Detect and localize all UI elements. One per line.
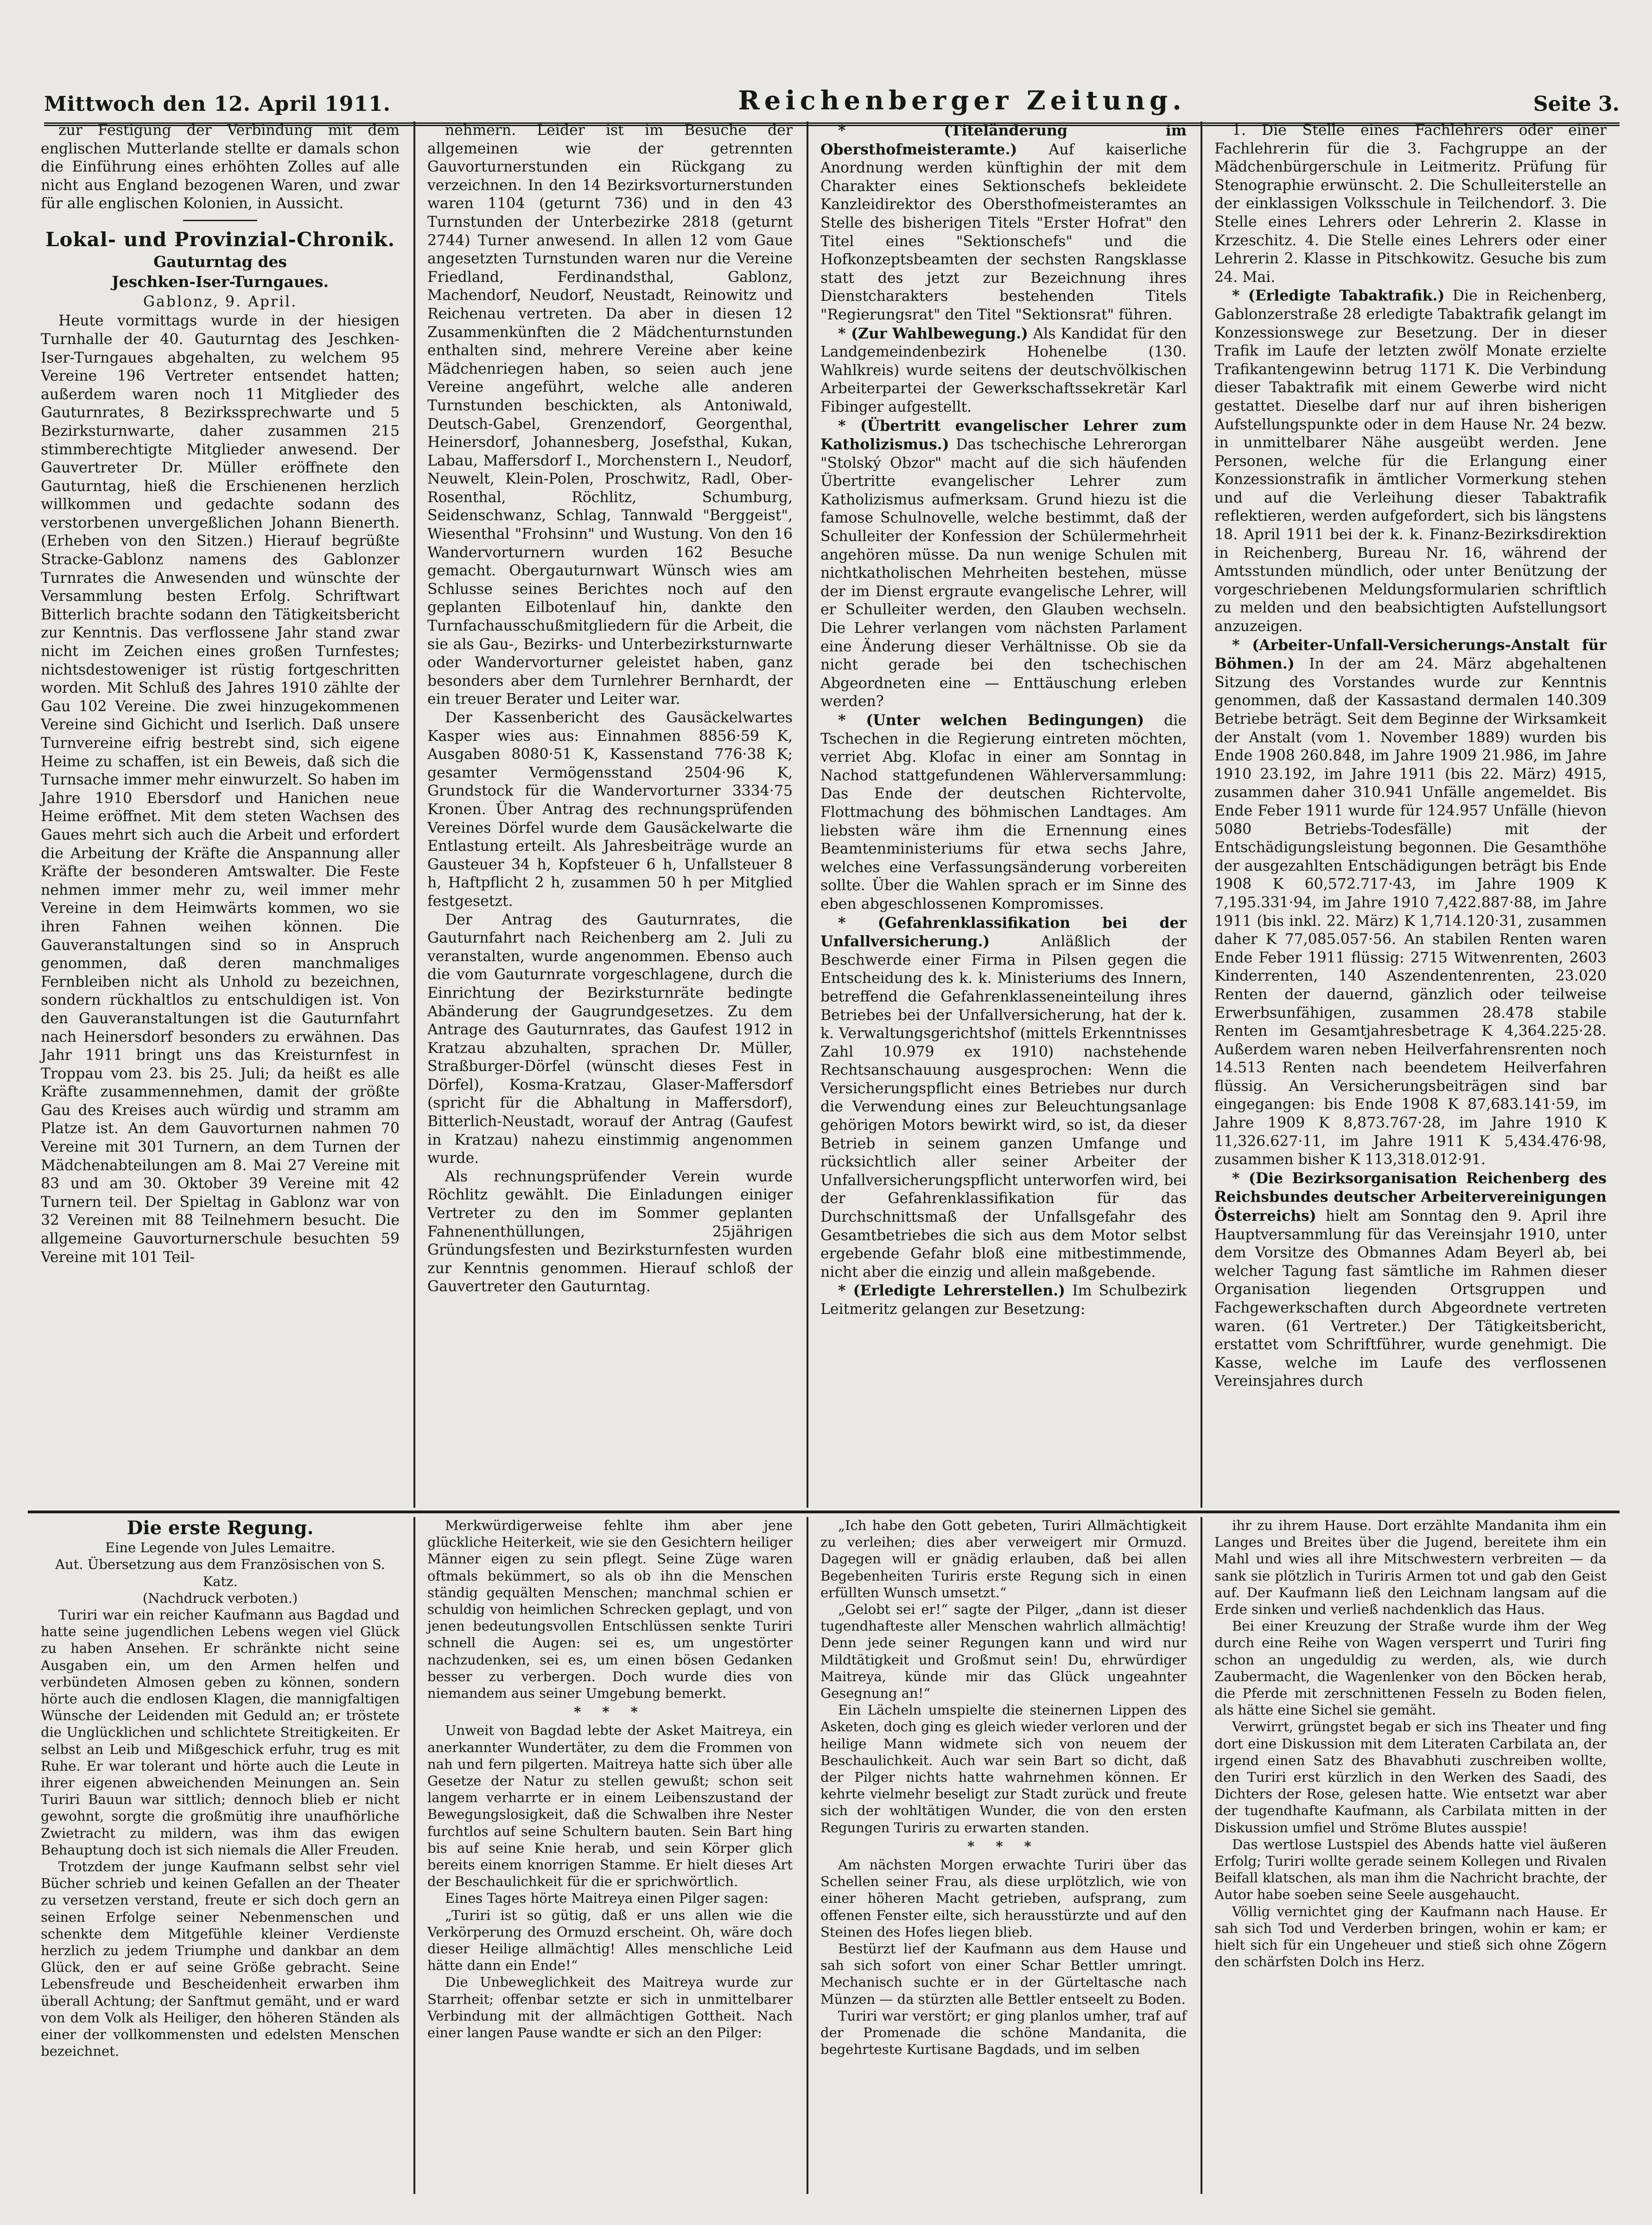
news-item	[820, 417, 1187, 712]
divider	[183, 220, 257, 221]
section-heading-local-chronicle: Lokal- und Provinzial-Chronik.	[45, 228, 395, 251]
story-paragraph: Trotzdem der junge Kaufmann selbst sehr viel Bücher schrieb und keinen Gefallen an der Theater zu versetzen verstand, freute er sich doch gern an seinen Erfolge seiner Nebenmenschen und schenkte dem Mitgefühle kleiner Verdienste herzlich zu jedem Triumphe und dankbar an dem Glück, den er auf seine Größe gebracht. Seine Lebensfreude und Bescheidenheit erwarben ihm überall Achtung; der Sanftmut gemäht, und er ward von dem Volk als Heiliger, den höheren Ständen als einer der vollkommensten und edelsten Menschen bezeichnet.	[41, 1859, 400, 2059]
news-item-heading: * (Übertritt evangelischer Lehrer zum Katholizismus.)	[820, 417, 1187, 453]
story-paragraph: Turiri war verstört; er ging planlos umher, traf auf der Promenade die schöne Mandanita, die begehrteste Kurtisane Bagdads, und im selben	[820, 2008, 1187, 2058]
issue-date: Mittwoch den 12. April 1911.	[44, 92, 391, 116]
story-paragraph: Eines Tages hörte Maitreya einen Pilger sagen:	[445, 1890, 769, 1906]
feuilleton-separator	[28, 1511, 1620, 1513]
newspaper-title: Reichenberger Zeitung.	[738, 85, 1186, 116]
story-paragraph: Bei einer Kreuzung der Straße wurde ihm der Weg durch eine Reihe von Wagen versperrt und Turiri fing schon an ungeduldig zu werden, als, wie durch Zaubermacht, die Wagenlenker von den Böcken herab, die Pferde mit zerschnittenen Fesseln zu Boden fielen, als hätte eine Sichel sie gemäht.	[1214, 1618, 1607, 1718]
story-author: Eine Legende von Jules Lemaitre.	[105, 1540, 336, 1556]
article-body: Der Antrag des Gauturnrates, die Gauturnfahrt nach Reichenberg am 2. Juli zu veranstalten, wurde angenommen. Ebenso auch die vom Gauturnrate vorgeschlagene, durch die Einrichtung der Bezirksturnräte bedingte Abänderung der Gaugrundgesetzes. Zu dem Antrage des Gauturnrates, das Gaufest 1912 in Kratzau abzuhalten, sprachen Dr. Müller, Straßburger-Dörfel (wünscht dieses Fest in Dörfel), Kosma-Kratzau, Glaser-Maffersdorf (spricht für die Abhaltung in Maffersdorf), Bitterlich-Neustadt, worauf der Antrag (Gaufest in Kratzau) nahezu einstimmig angenommen wurde.	[427, 911, 793, 1167]
story-paragraph: Das wertlose Lustspiel des Abends hatte viel äußeren Erfolg; Turiri wollte gerade seinem Kollegen und Rivalen Beifall klatschen, als man ihm die Nachricht brachte, der Autor habe soeben seine Seele ausgehaucht.	[1214, 1836, 1607, 1903]
story-paragraph: Unweit von Bagdad lebte der Asket Maitreya, ein anerkannter Wundertäter, zu dem die Frommen von nah und fern pilgerten. Maitreya hatte sich über alle Gesetze der Natur zu stellen gewußt; schon seit langem verharrte er in einem Leibenszustand der Bewegungslosigkeit, daß die Schwalben ihre Nester furchtlos auf seine Schultern bauten. Sein Bart hing bis auf seine Knie herab, und sein Körper glich bereits einem knorrigen Stamme. Er hielt dieses Art der Beschaulichkeit für die er sprichwörtlich.	[427, 1722, 793, 1890]
news-item	[820, 711, 1187, 914]
story-paragraph: Merkwürdigerweise fehlte ihm aber jene glückliche Heiterkeit, wie sie den Gesichtern heiliger Männer eigen zu sein pflegt. Seine Züge waren oftmals bekümmert, so als ob ihn die Menschen ständig gequälten Menschen; manchmal schien er schuldig von heimlichen Schrecken geplagt, und von jenen bedeutungsvollen Entschlüssen senkte Turiri schnell die Augen: sei es, um ungestörter nachzudenken, sei es, um einen bösen Gedanken besser zu verbergen. Doch wurde dies von niemandem aus seiner Umgebung bemerkt.	[427, 1517, 793, 1702]
story-paragraph: „Ich habe den Gott gebeten, Turiri Allmächtigkeit zu verleihen; dies aber verweigert mir Ormuzd. Dagegen will er gnädig erlauben, daß bei allen Begebenheiten Turiris erste Regung sich in einen erfüllten Wunsch umsetzt.“	[820, 1517, 1187, 1600]
story-paragraph: „Gelobt sei er!“ sagte der Pilger, „dann ist dieser tugendhafteste aller Menschen wahrlich allmächtig! Denn jede seiner Regungen kann und wird nur Mildtätigkeit und Großmut sein! Du, ehrwürdiger Maitreya, künde mir das Glück ungeahnter Gesegnung an!“	[820, 1601, 1187, 1702]
news-item	[1214, 287, 1607, 636]
news-item-heading: * (Gefahrenklassifikation bei der Unfallversicherung.)	[820, 914, 1187, 950]
news-item-heading: * (Titeländerung im Obersthofmeisteramte.)	[820, 122, 1187, 158]
news-item-heading: * (Unter welchen Bedingungen)	[838, 712, 1144, 729]
reprint-note: (Nachdruck verboten.)	[142, 1590, 298, 1606]
section-break-stars: * * *	[967, 1838, 1040, 1854]
news-item-text: die Tschechen in die Regierung eintreten möchten, verriet Abg. Klofac in einer am Sonntag in Nachod stattgefundenen Wählerversammlung: Das Ende der deutschen Richtervolte, Flottmachung des böhmischen Landtages. Am liebsten wäre ihm die Ernennung eines Beamtenministeriums für etwa sechs Jahre, welches eine Verfassungsänderung vorbereiten sollte. Über die Wahlen sprach er im Sinne des eben abgeschlossenen Kompromisses.	[820, 712, 1187, 912]
news-item-heading: * (Erledigte Lehrerstellen.)	[838, 1282, 1066, 1300]
article-title-line-1: Gauturntag des	[153, 252, 287, 271]
politics-tail: zur Festigung der Verbindung mit dem englischen Mutterlande stellte er damals schon die Einführung eines erhöhten Zolles auf alle nicht aus England bezogenen Waren, und zwar für alle englischen Kolonien, in Aussicht.	[41, 122, 400, 212]
story-paragraph: Bestürzt lief der Kaufmann aus dem Hause und sah sich sofort von einer Schar Bettler umringt. Mechanisch suchte er in der Gürteltasche nach Münzen — da stürzten alle Bettler entseelt zu Boden.	[820, 1941, 1187, 2007]
news-item-text: Die in Reichenberg, Gablonzerstraße 28 erledigte Tabaktrafik gelangt im Konzessionswege zur Besetzung. Der in dieser Trafik im Laufe der letzten zwölf Monate erzielte Trafikantengewinn betrug 1171 K. Die Verbindung dieser Tabaktrafik mit einem Gewerbe wird nicht gestattet. Dieselbe darf nur auf ihren bisherigen Aufstellungspunkte oder in dem Hause Nr. 24 bezw. in unmittelbarer Nähe ausgeübt werden. Jene Personen, welche für die Erlangung einer Konzessionstrafik in ämtlicher Vormerkung stehen und auf die Verleihung dieser Tabaktrafik reflektieren, werden aufgefordert, sich bis längstens 18. April 1911 bei der k. k. Finanz-Bezirksdirektion in Reichenberg, Bureau Nr. 16, während der Amtsstunden mündlich, oder unter Benützung der vorgeschriebenen Meldungsformularien schriftlich zu melden und den beabsichtigten Aufstellungsort anzuzeigen.	[1214, 287, 1607, 635]
section-break-stars: * * *	[574, 1704, 646, 1720]
news-item-heading: * (Arbeiter-Unfall-Versicherungs-Anstalt für Böhmen.)	[1214, 636, 1607, 673]
news-item	[820, 325, 1187, 417]
feuilleton-column-2	[414, 1517, 806, 2194]
news-item	[1214, 1169, 1607, 1391]
story-paragraph: Turiri war ein reicher Kaufmann aus Bagdad und hatte seine jugendlichen Lebens wegen viel Glück zu haben Ansehen. Er schränkte nicht seine Ausgaben ein, um den Armen helfen und verbündeten Almosen geben zu können, sondern hörte auch die endlosen Klagen, die mannigfaltigen Wünsche der Leidenden mit Geduld an; er tröstete die Unglücklichen und schlichtete Streitigkeiten. Er selbst an Leib und Mißgeschick erfuhr, trug es mit Ruhe. Er war tolerant und hörte auch die Leute in ihrer eigenen abweichenden Meinungen an. Sein Turiri Bauun war sittlich; dennoch blieb er nicht gewohnt, sorgte die großmütig ihre unaufhörliche Zwietracht zu mildern, was ihm das ewigen Behauptung doch ist sich niemals die Aller Freuden.	[41, 1607, 400, 1858]
story-paragraph: Die Unbeweglichkeit des Maitreya wurde zur Starrheit; offenbar setzte er sich in unmittelbarer Verbindung mit der allmächtigen Gottheit. Nach einer langen Pause wandte er sich an den Pilger:	[427, 1974, 793, 2041]
story-paragraph: „Turiri ist so gütig, daß er uns allen wie die Verkörperung des Ormuzd erscheint. Oh, wäre doch dieser Heilige allmächtig! Alles menschliche Leid hätte dann ein Ende!“	[427, 1907, 793, 1974]
news-item-text: Das tschechische Lehrerorgan "Stolský Obzor" macht auf die sich häufenden Übertritte evangelischer Lehrer zum Katholizismus aufmerksam. Grund hiezu ist die famose Schulnovelle, welche bestimmt, daß der Schulleiter der Konfession der Schülermehrheit angehören müsse. Da nun wenige Schulen mit nichtkatholischen Mehrheiten bestehen, müsse der im Dienst ergraute evangelische Lehrer, will er Schulleiter werden, den Glauben wechseln. Die Lehrer verlangen vom nächsten Parlament eine Änderung dieser Verhältnisse. Ob sie da nicht gerade bei den tschechischen Abgeordneten eine — Enttäuschung erleben werden?	[820, 436, 1187, 710]
article-body: Als rechnungsprüfender Verein wurde Röchlitz gewählt. Die Einladungen einiger Vertreter zu den im Sommer geplanten Fahnenenthüllungen, 25jährigen Gründungsfesten und Bezirksturnfesten wurden zur Kenntnis genommen. Hierauf schloß der Gauvertreter den Gauturntag.	[427, 1168, 793, 1295]
article-body: Heute vormittags wurde in der hiesigen Turnhalle der 40. Gauturntag des Jeschken-Iser-Turngaues abgehalten, zu welchem 95 Vereine 196 Vertreter entsendet hatten; außerdem waren noch 11 Mitglieder des Gauturnrates, 8 Bezirkssprechwarte und 5 Bezirksturnwarte, daher zusammen 215 stimmberechtigte Mitglieder anwesend. Der Gauvertreter Dr. Müller eröffnete den Gauturntag, hieß die Erschienenen herzlich willkommen und gedachte sodann des verstorbenen unvergeßlichen Johann Bienerth. (Erheben von den Sitzen.) Hierauf begrüßte Stracke-Gablonz namens des Gablonzer Turnrates die Anwesenden und wünschte der Versammlung besten Erfolg. Schriftwart Bitterlich brachte sodann den Tätigkeitsbericht zur Kenntnis. Das verflossene Jahr stand zwar nicht im Zeichen eines großen Turnfestes; nichtsdestoweniger ist rüstig fortgeschritten worden. Mit Schluß des Jahres 1910 zählte der Gau 102 Vereine. Die zwei hinzugekommenen Vereine sind Gichicht und Iserlich. Daß unsere Turnvereine eifrig bestrebt sind, sich eigene Heime zu schaffen, ist ein Beweis, daß sich die Turnsache immer mehr einwurzelt. So haben im Jahre 1910 Ebersdorf und Hanichen neue Heime eröffnet. Mit dem steten Wachsen des Gaues mehrt sich auch die Arbeit und erfordert die Arbeitung der Kräfte die Anspannung aller Kräfte der besonderen Amtswalter. Die Feste nehmen immer mehr zu, weil immer mehr Vereine in dem Heimwärts kommen, wo sie ihren Fahnen weihen können. Die Gauveranstaltungen sind so in Anspruch genommen, daß deren manchmaliges Fernbleiben nicht als Unhold zu bezeichnen, sondern rückhaltlos zu entschuldigen ist. Von den Gauveranstaltungen ist die Gauturnfahrt nach Heinersdorf besonders zu erwähnen. Das Jahr 1911 bringt uns das Kreisturnfest in Troppau vom 23. bis 25. Juli; da heißt es alle Kräfte zusammennehmen, damit der größte Gau des Kreises auch würdig und stramm am Platze ist. An dem Gauvorturnen nahmen 70 Vereine mit 301 Turnern, an dem Turnen der Mädchenabteilungen am 8. Mai 27 Vereine mit 83 und am 30. Oktober 39 Vereine mit 42 Turnern teil. Der Spieltag in Gablonz war von 32 Vereinen mit 88 Teilnehmern besucht. Die allgemeine Gauvorturnerschule besuchten 59 Vereine mit 101 Teil-	[41, 312, 400, 1266]
feuilleton-column-1	[28, 1517, 413, 2194]
news-section	[28, 121, 1620, 1508]
news-item	[1214, 636, 1607, 1169]
article-dateline: Gablonz, 9. April.	[143, 293, 298, 310]
news-item-text: Als Kandidat für den Landgemeindenbezirk Hohenelbe (130. Wahlkreis) wurde seitens der deutschvölkischen Arbeiterpartei der Gewerkschaftssekretär Karl Fibinger aufgestellt.	[820, 325, 1187, 415]
article-body: nehmern. Leider ist im Besuche der allgemeinen wie der getrennten Gauvorturnerstunden ein Rückgang zu verzeichnen. In den 14 Bezirksvorturnerstunden waren 1104 (geturnt 736) und in den 43 Turnstunden der Unterbezirke 2818 (geturnt 2744) Turner anwesend. In allen 12 vom Gaue angesetzten Turnstunden waren nur die Vereine Friedland, Ferdinandsthal, Gablonz, Machendorf, Neudorf, Neustadt, Reinowitz und Reichenau vertreten. Da aber in diesen 12 Zusammenkünften die 2 Mädchenturnstunden enthalten sind, mehrere Vereine aber keine Mädchenriegen haben, so seien auch jene Vereine angeführt, welche alle anderen Turnstunden beschickten, als Antoniwald, Deutsch-Gabel, Grenzendorf, Georgenthal, Heinersdorf, Johannesberg, Josefsthal, Kukan, Labau, Maffersdorf I., Morchenstern I., Neudorf, Neuwelt, Klein-Polen, Proschwitz, Radl, Ober-Rosenthal, Röchlitz, Schumburg, Seidenschwanz, Schlag, Tannwald "Berggeist", Wiesenthal "Frohsinn" und Wustung. Von den 16 Wandervorturnern wurden 162 Besuche gemacht. Obergauturnwart Wünsch wies am Schlusse seines Berichtes noch auf den geplanten Eilbotenlauf hin, dankte den Turnfachausschußmitgliedern für die Arbeit, die sie als Gau-, Bezirks- und Unterbezirksturnwarte oder Wandervorturner geleistet haben, ganz besonders aber dem Turnlehrer Bernhardt, der ein treuer Berater und Leiter war.	[427, 122, 793, 708]
news-item	[820, 914, 1187, 1282]
story-paragraph: ihr zu ihrem Hause. Dort erzählte Mandanita ihm ein Langes und Breites über die Jugend, bereitete ihm ein Mahl und wies all ihre Mitschwestern verbreiten — da sank sie plötzlich in Turiris Armen tot und gab den Geist auf. Der Kaufmann ließ den Leichnam langsam auf die Erde sinken und verließ nachdenklich das Haus.	[1214, 1517, 1607, 1618]
news-item	[820, 1281, 1187, 1319]
column-4	[1201, 121, 1620, 1508]
story-paragraph: Am nächsten Morgen erwachte Turiri über das Schellen seiner Frau, als diese urplötzlich, wie von einer höheren Macht getrieben, aufsprang, zum offenen Fenster eilte, sich herausstürzte und auf den Steinen des Hofes liegen blieb.	[820, 1857, 1187, 1940]
news-item-heading: * (Die Bezirksorganisation Reichenberg des Reichsbundes deutscher Arbeitervereinigungen Österreichs)	[1214, 1169, 1607, 1225]
story-paragraph: Völlig vernichtet ging der Kaufmann nach Hause. Er sah sich Tod und Verderben bringen, wohin er kam; er hielt sich für ein Ungeheuer und stieß sich ohne Zögern den schärfsten Dolch ins Herz.	[1214, 1903, 1607, 1970]
news-item-text: hielt am Sonntag den 9. April ihre Hauptversammlung für das Vereinsjahr 1910, unter dem Vorsitze des Obmannes Adam Beyerl ab, bei welcher Tagung fast sämtliche im Rahmen dieser Organisation liegenden Ortsgruppen und Fachgewerkschaften durch Abgeordnete vertreten waren. (61 Vertreter.) Der Tätigkeitsbericht, erstattet vom Schriftführer, wurde genehmigt. Die Kasse, welche im Laufe des verflossenen Vereinsjahres durch	[1214, 1208, 1607, 1390]
story-title: Die erste Regung.	[127, 1517, 314, 1539]
feuilleton-section	[28, 1517, 1620, 2194]
column-3	[807, 121, 1200, 1508]
story-paragraph: Ein Lächeln umspielte die steinernen Lippen des Asketen, doch ging es gleich wieder verloren und der heilige Mann widmete sich von neuem der Beschaulichkeit. Auch war sein Bart so dicht, daß der Pilger nichts hatte wahrnehmen können. Er kehrte vielmehr beseligt zur Stadt zurück und freute sich der wohltätigen Wunder, die von den ersten Regungen Turiris zu erwarten standen.	[820, 1702, 1187, 1836]
news-item-heading: * (Erledigte Tabaktrafik.)	[1232, 287, 1445, 305]
story-paragraph: Verwirrt, grüngstet begab er sich ins Theater und fing dort eine Diskussion mit dem Literaten Carbilata an, der irgend einen Satz des Bhavabhuti zuschreiben wollte, den Turiri erst kürzlich in den Werken des Saadi, des Dichters der Rose, gelesen hatte. Wie entsetzt war aber der tugendhafte Kaufmann, als Carbilata mitten in der Diskussion umfiel und Ströme Blutes ausspie!	[1214, 1719, 1607, 1836]
news-item-text: 1. Die Stelle eines Fachlehrers oder einer Fachlehrerin für die 3. Fachgruppe an der Mädchenbürgerschule in Leitmeritz. Prüfung für Stenographie erwünscht. 2. Die Schulleiterstelle an der einklassigen Volksschule in Teilchendorf. 3. Die Stelle eines Lehrers oder Lehrerin 2. Klasse in Krzeschitz. 4. Die Stelle eines Lehrers oder einer Lehrerin 2. Klasse in Pitschkowitz. Gesuche bis zum 24. Mai.	[1214, 122, 1607, 286]
news-item	[820, 121, 1187, 325]
page-header	[44, 79, 1620, 126]
column-1	[28, 121, 413, 1508]
column-2	[414, 121, 806, 1508]
news-item-text: Anläßlich der Beschwerde einer Firma in Pilsen gegen die Entscheidung des k. k. Ministeriums des Innern, betreffend die Gefahrenklasseneinteilung ihres Betriebes bei der Unfallversicherung, hat der k. k. Verwaltungsgerichtshof (mittels Erkenntnisses Zahl 10.979 ex 1910) nachstehende Rechtsanschauung ausgesprochen: Wenn die Versicherungspflicht eines Betriebes nur durch die Verwendung eines zur Beleuchtungsanlage gehörigen Motors bewirkt wird, so ist, da dieser Betrieb in seinem ganzen Umfange und rücksichtlich aller seiner Arbeiter der Unfallversicherungspflicht unterworfen wird, bei der Gefahrenklassifikation für das Durchschnittsmaß der Unfallsgefahr des Gesamtbetriebes die sich aus dem Motor selbst ergebende Gefahr bloß eine mitbestimmende, nicht aber die einzig und allein maßgebende.	[820, 933, 1187, 1281]
news-item-text: Im Schulbezirk Leitmeritz gelangen zur Besetzung:	[820, 1282, 1187, 1318]
feuilleton-column-3	[807, 1517, 1200, 2194]
feuilleton-column-4	[1201, 1517, 1620, 2194]
article-body: Der Kassenbericht des Gausäckelwartes Kasper wies aus: Einnahmen 8856·59 K, Ausgaben 8080·51 K, Kassenstand 776·38 K; gesamter Vermögensstand 2504·96 K, Grundstock für die Wandervorturner 3334·75 Kronen. Über Antrag des rechnungsprüfenden Vereines Dörfel wurde dem Gausäckelwarte die Entlastung erteilt. Als Jahresbeiträge wurde an Gausteuer 34 h, Kopfsteuer 6 h, Unfallsteuer 8 h, Haftpflicht 2 h, zusammen 50 h per Mitglied festgesetzt.	[427, 709, 793, 910]
news-item-heading: * (Zur Wahlbewegung.)	[838, 325, 1028, 342]
news-item-text: In der am 24. März abgehaltenen Sitzung des Vorstandes wurde zur Kenntnis genommen, daß der Kassastand dermalen 140.309 Betriebe beträgt. Seit dem Beginne der Wirksamkeit der Anstalt (vom 1. November 1889) wurden bis Ende 1908 260.848, im Jahre 1909 21.986, im Jahre 1910 23.192, im Jahre 1911 (bis 22. März) 4915, zusammen daher 310.941 Unfälle angemeldet. Bis Ende Feber 1911 wurde für 124.957 Unfälle (hievon 5080 Betriebs-Todesfälle) mit der Entschädigungsleistung begonnen. Die Gesamthöhe der ausgezahlten Entschädigungen beträgt bis Ende 1908 K 60,572.717·43, im Jahre 1909 K 7,195.331·94, im Jahre 1910 7,422.887·88, im Jahre 1911 (bis inkl. 22. März) K 1,714.120·31, zusammen daher K 77,085.057·56. An stabilen Renten waren Ende Feber 1911 flüssig: 2715 Witwenrenten, 2603 Kinderrenten, 140 Aszendentenrenten, 23.020 Renten der dauernd, gänzlich oder teilweise Erwerbsunfähigen, zusammen 28.478 stabile Renten im Gesamtjahresbetrage K 4,364.225·28. Außerdem waren neben Heilverfahrensrenten noch 14.513 Renten nach beendetem Heilverfahren flüssig. An Versicherungsbeiträgen sind bar eingegangen: bis Ende 1908 K 87,683.141·59, im Jahre 1909 K 8,873.767·28, im Jahre 1910 K 11,326.627·11, im Jahre 1911 K 5,434.476·98, zusammen bisher K 113,318.012·91.	[1214, 656, 1607, 1168]
news-item-text: Auf kaiserliche Anordnung werden künftighin der mit dem Charakter eines Sektionschefs bekleidete Kanzleidirektor des Obersthofmeisteramtes an Stelle des bisherigen Titels "Erster Hofrat" den Titel eines "Sektionschefs" und die Hofkonzeptsbeamten der sechsten Rangsklasse statt des jetzt zur Bezeichnung ihres Dienstcharakters bestehenden Titels "Regierungsrat" den Titel "Sektionsrat" führen.	[820, 141, 1187, 323]
story-translator: Aut. Übersetzung aus dem Französischen von S. Katz.	[55, 1556, 385, 1589]
page-number: Seite 3.	[1533, 92, 1620, 116]
article-title-line-2: Jeschken-Iser-Turngaues.	[112, 273, 329, 291]
